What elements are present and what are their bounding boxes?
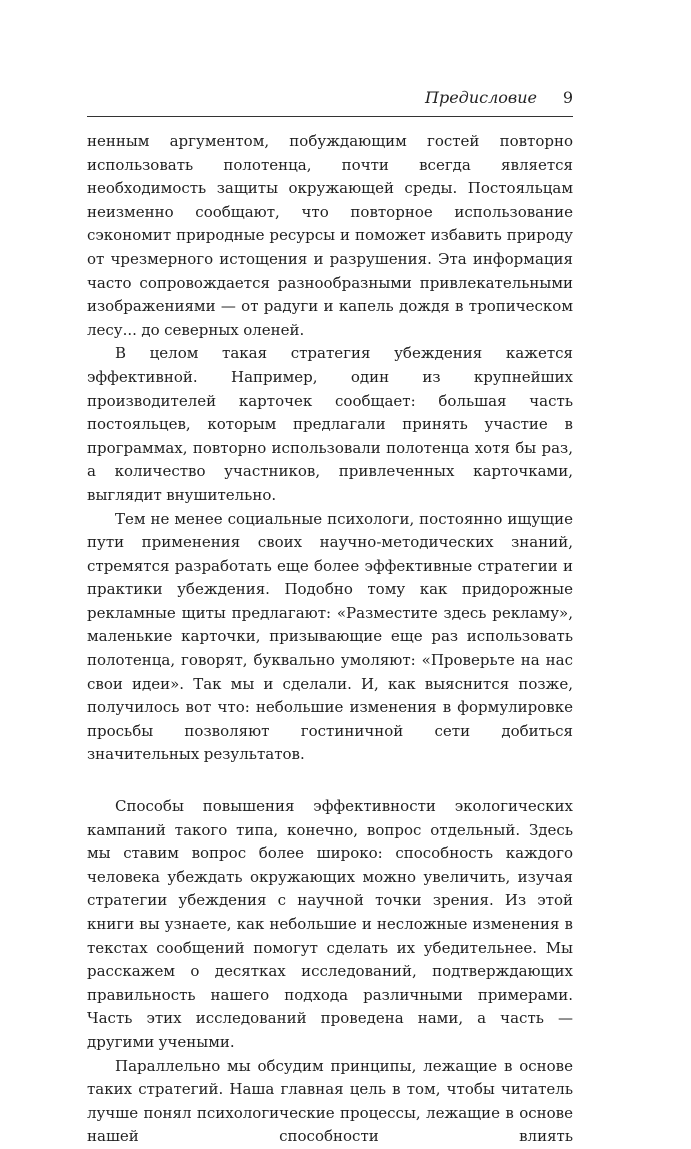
paragraph-2: В целом такая стратегия убеждения кажется эффективной. Например, один из крупнейших производителей карточек сообщает: большая часть постояльцев, которым предлагали принять участие в программах, повторно использовали полотенца хотя бы раз, а количество участников, привлеченных карточками, выглядит внушительно. <box>87 344 573 504</box>
paragraph-4: Способы повышения эффективности экологических кампаний такого типа, конечно, вопрос отдельный. Здесь мы ставим вопрос более широко: способность каждого человека убеждать окружающих можно увеличить, изучая стратегии убеждения с научной точки зрения. Из этой книги вы узнаете, как небольшие и несложные изменения в текстах сообщений помогут сделать их убедительнее. Мы расскажем о десятках исследований, подтверждающих правильность нашего подхода различными примерами. Часть этих исследований проведена нами, а часть — другими учеными. <box>87 797 573 1051</box>
section-break <box>87 767 573 795</box>
page-number: 9 <box>562 88 573 107</box>
paragraph-3: Тем не менее социальные психологи, постоянно ищущие пути применения своих научно-методических знаний, стремятся разработать еще более эффективные стратегии и практики убеждения. Подобно тому как придорожные рекламные щиты предлагают: «Разместите здесь рекламу», маленькие карточки, призывающие еще раз использовать полотенца, говорят, буквально умоляют: «Проверьте на нас свои идеи». Так мы и сделали. И, как выяснится позже, получилось вот что: небольшие изменения в формулировке просьбы позволяют гостиничной сети добиться значительных результатов. <box>87 509 573 764</box>
paragraph-5: Параллельно мы обсудим принципы, лежащие в основе таких стратегий. Наша главная цель в том, чтобы читатель лучше понял психологические процессы, лежащие в основе нашей способности влиять <box>87 1056 573 1146</box>
paragraph-1: ненным аргументом, побуждающим гостей повторно использовать полотенца, почти всегда является необходимость защиты окружающей среды. Постояльцам неизменно сообщают, что повторное использование сэкономит природные ресурсы и поможет избавить природу от чрезмерного истощения и разрушения. Эта информация часто сопровождается разнообразными привлекательными изображениями — от радуги и капель дождя в тропическом лесу... до северных оленей. <box>87 132 573 339</box>
chapter-title: Предисловие <box>425 88 537 107</box>
running-header <box>87 88 573 110</box>
main-text <box>87 130 573 1149</box>
header-divider <box>87 116 573 117</box>
